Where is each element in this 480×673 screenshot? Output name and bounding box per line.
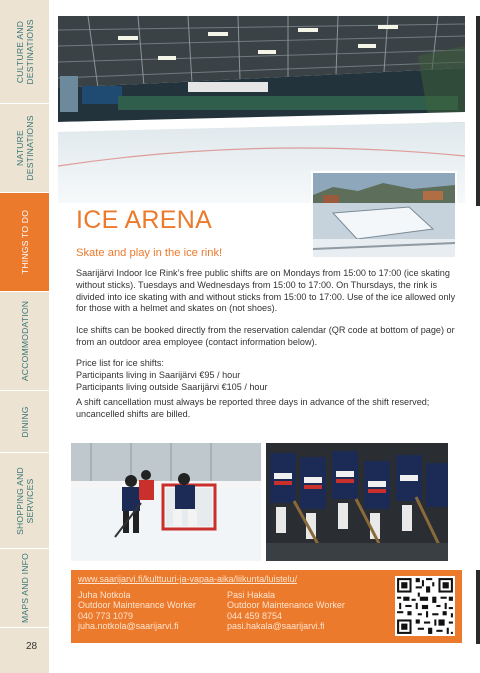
young-players-photo (71, 443, 261, 561)
arena-aerial-illustration (313, 173, 455, 257)
tab-label: DINING (19, 405, 30, 438)
contact-name: Juha Notkola (78, 590, 131, 600)
contact-phone: 044 459 8754 (227, 610, 283, 621)
next-page-edge (474, 0, 480, 673)
tab-label: MAPS AND INFO (19, 553, 30, 623)
page-subtitle: Skate and play in the ice rink! (76, 247, 223, 259)
tab-culture-and-destinations[interactable] (0, 0, 49, 104)
price-list-heading: Price list for ice shifts: (76, 358, 164, 368)
tab-things-to-do[interactable] (0, 193, 49, 292)
price-local: Participants living in Saarijärvi €95 / hour (76, 369, 241, 380)
tab-dining[interactable] (0, 391, 49, 453)
young-players-illustration (71, 443, 261, 561)
price-list (76, 358, 460, 393)
price-outside: Participants living outside Saarijärvi €105 / hour (76, 381, 268, 392)
booking-paragraph: Ice shifts can be booked directly from the reservation calendar (QR code at bottom of page) or from an outdoor area employee (contact information below). (76, 325, 455, 347)
qr-code-icon (395, 576, 455, 636)
tab-shopping-and-services[interactable] (0, 453, 49, 549)
contact-person-2 (227, 590, 345, 632)
contact-email[interactable]: juha.notkola@saarijarvi.fi (78, 621, 179, 632)
team-bench-photo (266, 443, 448, 561)
tab-label: SHOPPING AND SERVICES (14, 466, 35, 535)
page-number-box (0, 628, 49, 673)
tab-maps-and-info[interactable] (0, 549, 49, 628)
contact-person-1 (78, 590, 196, 632)
page-title: ICE ARENA (76, 206, 213, 234)
section-sidebar (0, 0, 49, 673)
contact-info-box (71, 570, 462, 643)
website-link[interactable]: www.saarijarvi.fi/kulttuuri-ja-vapaa-aika/liikunta/luistelu/ (78, 574, 298, 584)
contact-phone: 040 773 1079 (78, 610, 134, 621)
tab-label: NATURE DESTINATIONS (14, 115, 35, 181)
team-bench-illustration (266, 443, 448, 561)
contact-name: Pasi Hakala (227, 590, 276, 600)
tab-accommodation[interactable] (0, 292, 49, 391)
contact-role: Outdoor Maintenance Worker (227, 600, 345, 611)
tab-label: CULTURE AND DESTINATIONS (14, 18, 35, 85)
contact-role: Outdoor Maintenance Worker (78, 600, 196, 611)
page-number: 28 (26, 641, 38, 652)
reservation-qr-code[interactable] (395, 576, 455, 636)
tab-label: THINGS TO DO (19, 209, 30, 275)
tab-label: ACCOMMODATION (19, 300, 30, 382)
schedule-paragraph: Saarijärvi Indoor Ice Rink’s free public shifts are on Mondays from 15:00 to 17:00 (ice skating without sticks). Tuesdays and Wednesdays from 15:00 to 17:00. On Thursdays, the rink is divided into ice skating with and without sticks from 15:00 to 17:00. Use of the ice allowed only for those with a helmet and skates on (not shoes). (76, 268, 456, 314)
arena-aerial-photo (311, 171, 457, 259)
tab-nature-destinations[interactable] (0, 104, 49, 193)
contact-email[interactable]: pasi.hakala@saarijarvi.fi (227, 621, 325, 632)
cancellation-paragraph: A shift cancellation must always be reported three days in advance of the shift reserved; uncancelled shifts are billed. (76, 397, 430, 419)
